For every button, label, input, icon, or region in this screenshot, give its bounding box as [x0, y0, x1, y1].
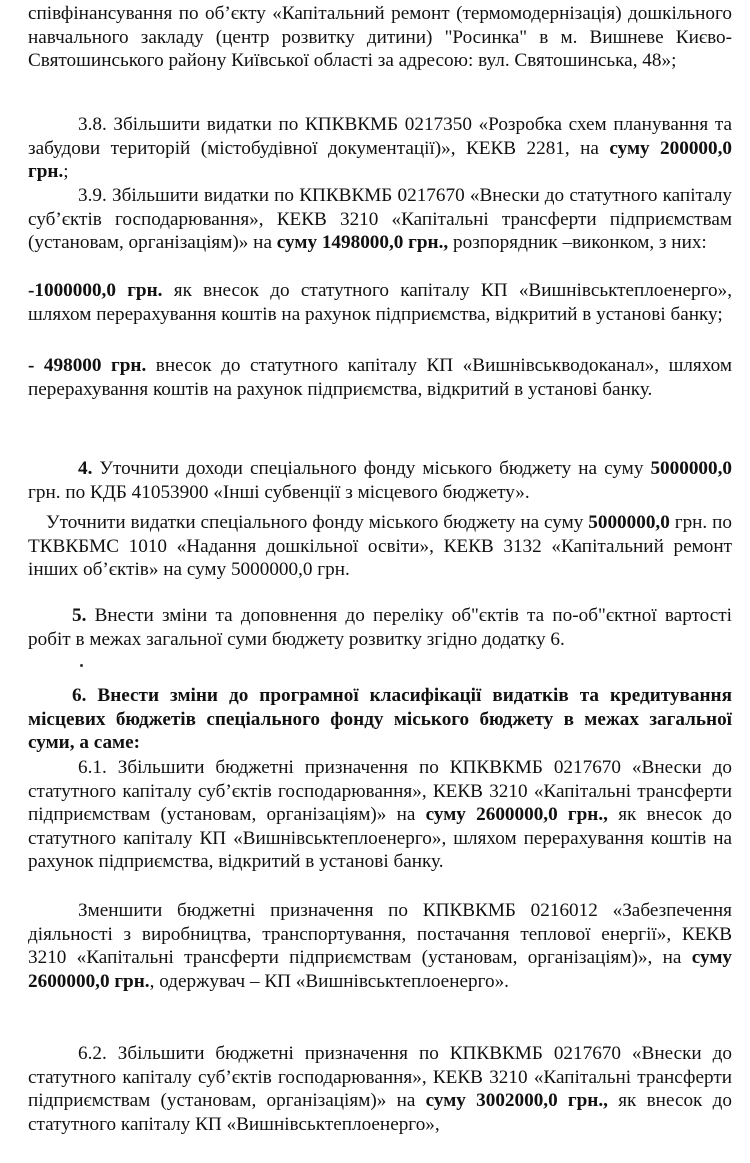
amount-bold: суму 3002000,0 грн.,	[425, 1090, 608, 1112]
paragraph-text: ;	[63, 161, 69, 183]
paragraph-text: як внесок до статутного капіталу КП «Вишнівськтеплоенерго», шляхом перерахування коштів на рахунок підприємства, відкритий в установі банку.	[28, 804, 732, 873]
paragraph-4	[28, 457, 732, 504]
paragraph-4-expenses	[28, 511, 732, 582]
paragraph-text: Уточнити доходи спеціального фонду міського бюджету на суму	[92, 458, 651, 479]
amount-bold: суму 2600000,0 грн.	[28, 947, 732, 992]
paragraph-6-heading	[28, 684, 732, 755]
paragraph-5	[28, 604, 732, 651]
scan-speck	[80, 664, 83, 667]
paragraph-6-1-decrease	[28, 899, 732, 993]
list-item-teploenergo	[28, 279, 732, 326]
item-number: 4.	[78, 458, 93, 479]
paragraph-text: як внесок до статутного капіталу КП «Вишнівськтеплоенерго», шляхом перерахування коштів на рахунок підприємства, відкритий в установі банку;	[28, 280, 732, 325]
paragraph-text: Зменшити бюджетні призначення по КПКВКМБ 0216012 «Забезпечення діяльності з виробництва, транспортування, постачання теплової енергії», КЕКВ 3210 «Капітальні трансферти підприємствам (установам, організаціям)», на	[28, 900, 732, 969]
paragraph-text: як внесок до статутного капіталу КП «Вишнівськтеплоенерго»,	[28, 1090, 732, 1135]
amount-bold: 5000000,0	[588, 512, 670, 533]
paragraph-text: 3.8. Збільшити видатки по КПКВКМБ 0217350 «Розробка схем планування та забудови територій (містобудівної документації)», КЕКВ 2281, на	[28, 114, 732, 159]
amount-bold: суму 2600000,0 грн.,	[425, 804, 608, 826]
paragraph-text: розпорядник –виконком, з них:	[448, 232, 707, 254]
paragraph-6-1	[28, 756, 732, 874]
paragraph-3-8	[28, 113, 732, 184]
paragraph-top-continuation	[28, 2, 732, 73]
amount-bold: суму 1498000,0 грн.,	[276, 232, 449, 254]
paragraph-text: внесок до статутного капіталу КП «Вишнівськводоканал», шляхом перерахування коштів на рахунок підприємства, відкритий в установі банку.	[28, 355, 732, 400]
paragraph-6-2	[28, 1042, 732, 1136]
paragraph-text: 3.9. Збільшити видатки по КПКВКМБ 0217670 «Внески до статутного капіталу суб’єктів господарювання», КЕКВ 3210 «Капітальні трансферти підприємствам (установам, організаціям)» на	[28, 185, 732, 254]
list-item-vodokanal	[28, 354, 732, 401]
paragraph-text: грн. по ТКВКБМС 1010 «Надання дошкільної освіти», КЕКВ 3132 «Капітальний ремонт інших об’єктів» на суму 5000000,0 грн.	[28, 512, 732, 581]
paragraph-text: Уточнити видатки спеціального фонду міського бюджету на суму	[46, 512, 589, 533]
paragraph-text: грн. по КДБ 41053900 «Інші субвенції з місцевого бюджету».	[28, 481, 530, 503]
paragraph-text: 6.2. Збільшити бюджетні призначення по КПКВКМБ 0217670 «Внески до статутного капіталу суб’єктів господарювання», КЕКВ 3210 «Капітальні трансферти підприємствам (установам, організаціям)» на	[28, 1043, 732, 1112]
paragraph-text: 6. Внести зміни до програмної класифікації видатків та кредитування місцевих бюджетів спеціального фонду міського бюджету в межах загальної суми, а саме:	[28, 685, 732, 754]
amount-bold: -1000000,0 грн.	[28, 280, 163, 301]
amount-bold: 5000000,0	[650, 458, 732, 479]
amount-bold: - 498000 грн.	[28, 355, 147, 376]
paragraph-text: 6.1. Збільшити бюджетні призначення по КПКВКМБ 0217670 «Внески до статутного капіталу суб’єктів господарювання», КЕКВ 3210 «Капітальні трансферти підприємствам (установам, організаціям)» на	[28, 757, 732, 826]
amount-bold: суму 200000,0 грн.	[28, 137, 732, 183]
paragraph-text: , одержувач – КП «Вишнівськтеплоенерго».	[149, 970, 509, 992]
paragraph-text: Внести зміни та доповнення до переліку об"єктів та по-об"єктної вартості робіт в межах загальної суми бюджету розвитку згідно додатку 6.	[28, 605, 732, 650]
item-number: 5.	[72, 605, 87, 626]
paragraph-text: співфінансування по об’єкту «Капітальний ремонт (термомодернізація) дошкільного навчального закладу (центр розвитку дитини) "Росинка" в м. Вишневе Києво-Святошинського району Київської області за адресою: вул. Святошинська, 48»;	[28, 3, 732, 72]
paragraph-3-9	[28, 184, 732, 255]
